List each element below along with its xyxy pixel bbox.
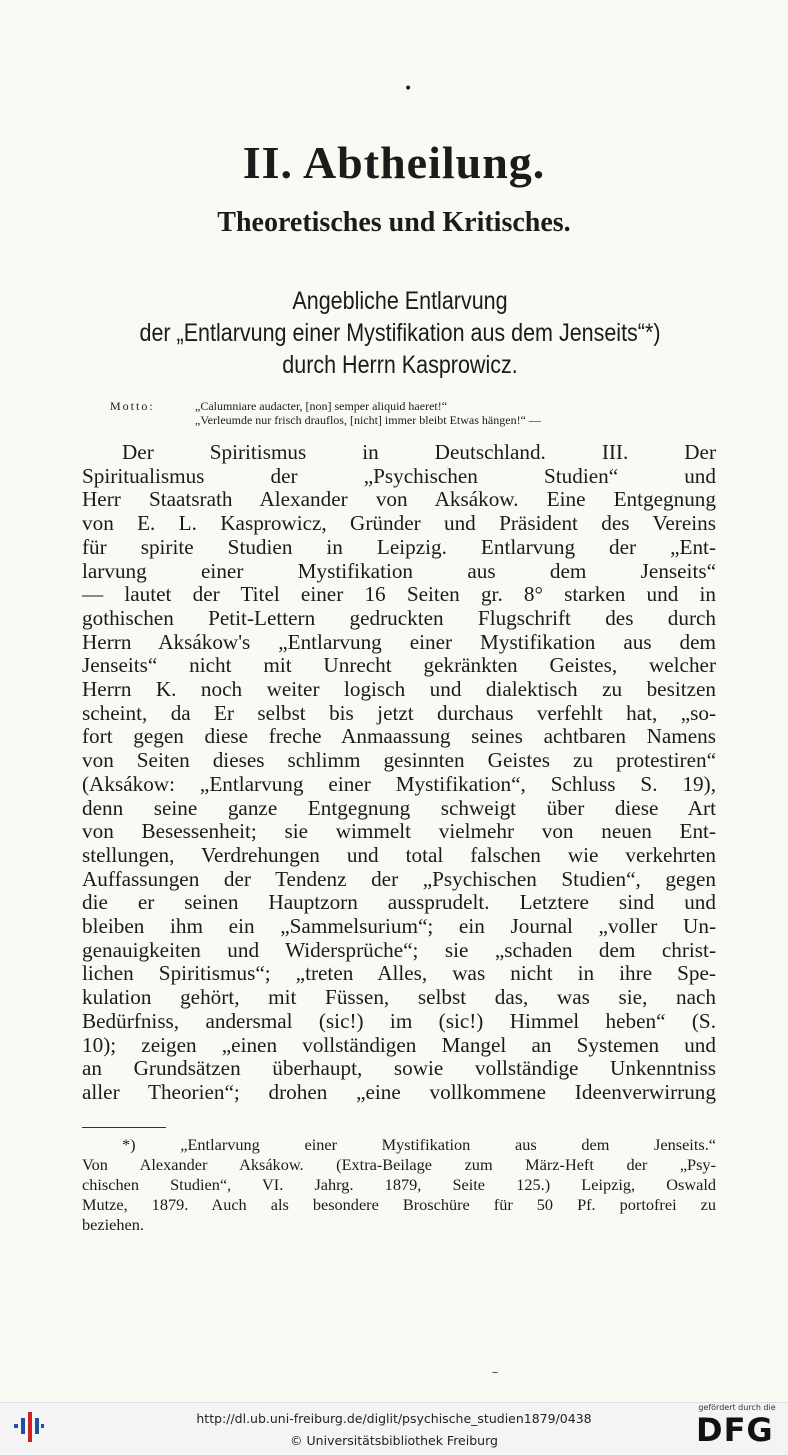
body-line: Herr Staatsrath Alexander von Aksákow. Eine Entgegnung xyxy=(82,487,716,512)
body-line: kulation gehört, mit Füssen, selbst das, was sie, nach xyxy=(82,985,716,1010)
page-dot: • xyxy=(404,81,413,97)
body-line: die er seinen Hauptzorn aussprudelt. Letztere sind und xyxy=(82,890,716,915)
body-line: fort gegen diese freche Anmaassung seines achtbaren Namens xyxy=(82,724,716,749)
body-line: aller Theorien“; drohen „eine vollkommene Ideenverwirrung xyxy=(82,1079,716,1104)
body-line: Bedürfniss, andersmal (sic!) im (sic!) Himmel heben“ (S. xyxy=(82,1008,716,1033)
footnote-line: Von Alexander Aksákow. (Extra-Beilage zum März-Heft der „Psy- xyxy=(82,1155,716,1174)
body-line: (Aksákow: „Entlarvung einer Mystifikation“, Schluss S. 19), xyxy=(82,771,716,796)
body-line: Auffassungen der Tendenz der „Psychischen Studien“, gegen xyxy=(82,866,716,891)
article-title-line: der „Entlarvung einer Mystifikation aus dem Jenseits“*) xyxy=(139,319,661,347)
body-line: von Besessenheit; sie wimmelt vielmehr von neuen Ent- xyxy=(82,819,716,844)
footnote-line: beziehen. xyxy=(82,1215,144,1234)
body-line: bleiben ihm ein „Sammelsurium“; ein Journal „voller Un- xyxy=(82,914,716,939)
body-line: Der Spiritismus in Deutschland. III. Der xyxy=(122,440,716,464)
body-line: — lautet der Titel einer 16 Seiten gr. 8° starken und in xyxy=(82,582,716,607)
body-line: von Seiten dieses schlimm gesinnten Geistes zu protestiren“ xyxy=(82,748,716,773)
footnote-rule xyxy=(82,1127,166,1128)
body-line: Spiritualismus der „Psychischen Studien“ und xyxy=(82,463,716,488)
motto-label: Motto: xyxy=(110,399,155,413)
body-line: gothischen Petit-Lettern gedruckten Flugschrift des durch xyxy=(82,605,716,630)
body-line: denn seine ganze Entgegnung schweigt über diese Art xyxy=(82,795,716,820)
body-line: scheint, da Er selbst bis jetzt durchaus verfehlt hat, „so- xyxy=(82,700,716,725)
article-title-line: durch Herrn Kasprowicz. xyxy=(282,351,518,379)
article-title xyxy=(108,285,693,381)
body-line: stellungen, Verdrehungen und total falschen wie verkehrten xyxy=(82,842,716,867)
article-title-line: Angebliche Entlarvung xyxy=(292,287,508,315)
motto-line-german: „Verleumde nur frisch drauflos, [nicht] immer bleibt Etwas hängen!“ — xyxy=(195,413,541,427)
footnote-line: Mutze, 1879. Auch als besondere Broschüre für 50 Pf. portofrei zu xyxy=(82,1195,716,1214)
body-line: an Grundsätzen überhaupt, sowie vollständige Unkenntniss xyxy=(82,1056,716,1081)
dfg-funding-text: gefördert durch die xyxy=(698,1403,776,1412)
section-subtitle: Theoretisches und Kritisches. xyxy=(217,207,571,238)
dfg-logo xyxy=(694,1403,780,1451)
body-line: von E. L. Kasprowicz, Gründer und Präsident des Vereins xyxy=(82,511,716,536)
body-line: Herrn K. noch weiter logisch und dialektisch zu besitzen xyxy=(82,677,716,702)
footnote-line: *) „Entlarvung einer Mystifikation aus dem Jenseits.“ xyxy=(122,1135,716,1154)
footer-copyright: © Universitätsbibliothek Freiburg xyxy=(290,1433,498,1448)
section-title: II. Abtheilung. xyxy=(242,137,546,188)
body-line: Jenseits“ nicht mit Unrecht gekränkten Geistes, welcher xyxy=(82,653,716,678)
footnote xyxy=(82,1135,716,1235)
body-line: Herrn Aksákow's „Entlarvung einer Mystifikation aus dem xyxy=(82,629,716,654)
body-line: larvung einer Mystifikation aus dem Jenseits“ xyxy=(82,558,716,583)
motto-line-latin: „Calumniare audacter, [non] semper aliquid haeret!“ xyxy=(195,399,448,413)
body-line: für spirite Studien in Leipzig. Entlarvung der „Ent- xyxy=(82,534,716,559)
body-line: 10); zeigen „einen vollständigen Mangel an Systemen und xyxy=(82,1032,716,1057)
body-line: genauigkeiten und Widersprüche“; sie „schaden dem christ- xyxy=(82,937,716,962)
footer-url[interactable]: http://dl.ub.uni-freiburg.de/diglit/psychische_studien1879/0438 xyxy=(196,1411,592,1426)
body-line: lichen Spiritismus“; „treten Alles, was nicht in ihre Spe- xyxy=(82,961,716,986)
page-dash: – xyxy=(492,1365,498,1379)
body-text xyxy=(82,441,716,1105)
dfg-logo-text: DFG xyxy=(696,1411,774,1449)
footnote-line: chischen Studien“, VI. Jahrg. 1879, Seite 125.) Leipzig, Oswald xyxy=(82,1175,716,1194)
